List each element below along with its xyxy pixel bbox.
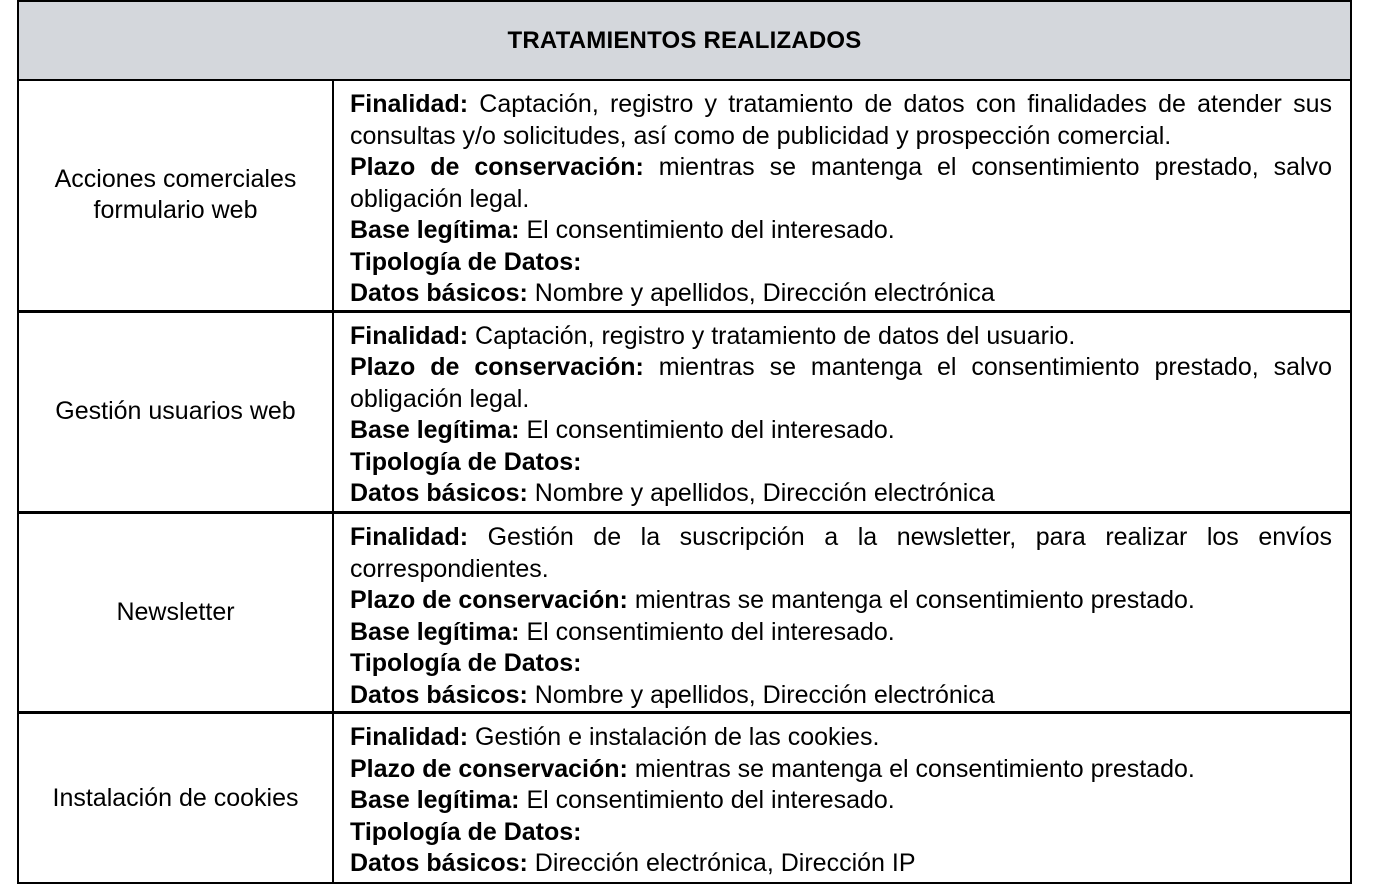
finalidad-line [350,722,1332,754]
treatment-details [333,311,1351,512]
base-label: Base legítima: [350,786,520,815]
plazo-label: Plazo de conservación: [350,353,644,382]
treatment-details [333,513,1351,713]
table-row [18,713,1351,883]
plazo-label: Plazo de conservación: [350,754,628,783]
base-label: Base legítima: [350,416,520,445]
base-line [350,415,1332,447]
plazo-line [350,152,1332,215]
table-title: TRATAMIENTOS REALIZADOS [18,1,1351,80]
finalidad-label: Finalidad: [350,723,469,752]
plazo-line [350,352,1332,415]
base-line [350,215,1332,247]
datos-line [350,478,1332,510]
datos-text: Nombre y apellidos, Dirección electrónica [534,479,995,508]
finalidad-line [350,89,1332,152]
finalidad-label: Finalidad: [350,321,469,350]
finalidad-line [350,522,1332,585]
base-text: El consentimiento del interesado. [526,216,895,245]
plazo-line [350,585,1332,617]
datos-label: Datos básicos: [350,849,528,878]
tipologia-label: Tipología de Datos: [350,247,582,276]
plazo-text: mientras se mantenga el consentimiento prestado. [634,754,1195,783]
finalidad-text: Captación, registro y tratamiento de datos del usuario. [475,321,1076,350]
treatment-name: Gestión usuarios web [18,311,333,512]
base-label: Base legítima: [350,617,520,646]
plazo-text: mientras se mantenga el consentimiento prestado, salvo obligación legal. [350,153,1333,213]
plazo-line [350,754,1332,786]
treatments-table [17,0,1352,884]
plazo-label: Plazo de conservación: [350,586,628,615]
base-text: El consentimiento del interesado. [526,617,895,646]
finalidad-text: Captación, registro y tratamiento de datos con finalidades de atender sus consultas y/o solicitudes, así como de publicidad y prospección comercial. [350,90,1332,150]
finalidad-label: Finalidad: [350,523,469,552]
table-row [18,311,1351,512]
tipologia-label: Tipología de Datos: [350,447,582,476]
base-text: El consentimiento del interesado. [526,786,895,815]
datos-line [350,680,1332,712]
base-label: Base legítima: [350,216,520,245]
tipologia-label: Tipología de Datos: [350,817,582,846]
datos-text: Nombre y apellidos, Dirección electrónica [534,680,995,709]
treatment-name: Acciones comerciales formulario web [18,80,333,311]
finalidad-line [350,321,1332,353]
treatment-name: Instalación de cookies [18,713,333,883]
datos-line [350,278,1332,310]
base-line [350,617,1332,649]
datos-label: Datos básicos: [350,279,528,308]
base-line [350,785,1332,817]
treatment-details [333,80,1351,311]
datos-label: Datos básicos: [350,680,528,709]
plazo-label: Plazo de conservación: [350,153,644,182]
table-row [18,80,1351,311]
datos-text: Nombre y apellidos, Dirección electrónica [534,279,995,308]
finalidad-text: Gestión de la suscripción a la newsletter, para realizar los envíos correspondientes. [350,523,1332,583]
base-text: El consentimiento del interesado. [526,416,895,445]
plazo-text: mientras se mantenga el consentimiento prestado. [634,586,1195,615]
treatment-details [333,713,1351,883]
datos-label: Datos básicos: [350,479,528,508]
finalidad-label: Finalidad: [350,90,469,119]
table-row [18,513,1351,713]
tipologia-label: Tipología de Datos: [350,649,582,678]
datos-text: Dirección electrónica, Dirección IP [534,849,916,878]
plazo-text: mientras se mantenga el consentimiento prestado, salvo obligación legal. [350,353,1333,413]
treatment-name: Newsletter [18,513,333,713]
finalidad-text: Gestión e instalación de las cookies. [475,723,880,752]
datos-line [350,848,1332,880]
